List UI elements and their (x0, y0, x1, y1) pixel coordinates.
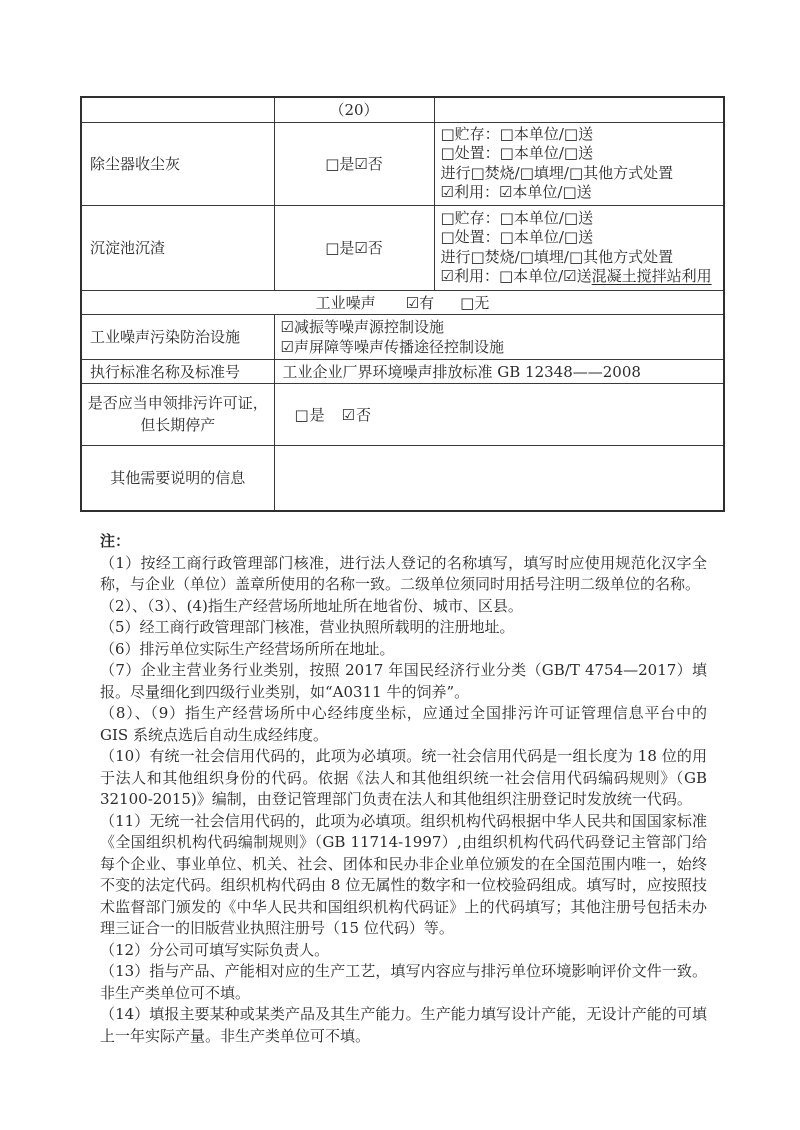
table-row (81, 97, 724, 122)
option-underlined-text: 混凝土搅拌站利用 (591, 267, 712, 285)
notes-section (100, 531, 707, 1047)
noise-label: 工业噪声 (315, 293, 376, 312)
noise-control-label: 工业噪声污染防治设施 (81, 314, 274, 359)
note-item: （6）排污单位实际生产经营场所所在地址。 (100, 639, 395, 658)
note-item: （7）企业主营业务行业类别，按照 2017 年国民经济行业分类（GB/T 4754—2017）填报。尽量细化到四级行业类别，如“A0311 牛的饲养”。 (100, 661, 707, 701)
permit-label-line: 是否应当申领排污许可证， (87, 394, 268, 412)
empty-cell (434, 97, 724, 122)
checkbox-option-line: ☑减振等噪声源控制设施 (280, 317, 444, 336)
checkbox-option-line: 进行□焚烧/□填埋/□其他方式处置 (440, 163, 674, 182)
table-row (81, 122, 724, 205)
other-info-value (274, 445, 724, 511)
note-item: （1）按经工商行政管理部门核准，进行法人登记的名称填写，填写时应使用规范化汉字全称，与企业（单位）盖章所使用的名称一致。二级单位须同时用括号注明二级单位的名称。 (100, 553, 707, 593)
waste-disposal-options (434, 122, 724, 205)
checkbox-option-line: ☑声屏障等噪声传播途径控制设施 (280, 337, 504, 356)
table-row (81, 359, 724, 383)
waste-label: 沉淀池沉渣 (81, 205, 274, 290)
permit-label-line: 但长期停产 (140, 416, 216, 434)
standard-label: 执行标准名称及标准号 (81, 359, 274, 383)
table-row (81, 383, 724, 445)
checkbox-option-line: □贮存：□本单位/□送 (440, 208, 594, 227)
checkbox-option-line: □处置：□本单位/□送 (440, 228, 594, 246)
waste-yesno-checkboxes: □是☑否 (274, 205, 434, 290)
pollutant-registration-table (80, 96, 723, 512)
checkbox-option-line (441, 183, 724, 203)
continuation-note: （20） (274, 97, 434, 122)
note-item: （10）有统一社会信用代码的，此项为必填项。统一社会信用代码是一组长度为 18 位的用于法人和其他组织身份的代码。依据《法人和其他组织统一社会信用代码编码规则》（GB 32100-2015)》编制，由登记管理部门负责在法人和其他组织注册登记时发放统一代码。 (100, 747, 707, 808)
table-row (81, 205, 724, 290)
standard-value: 工业企业厂界环境噪声排放标准 GB 12348——2008 (274, 359, 724, 383)
checkbox-option-line: □贮存：□本单位/□送 (440, 124, 594, 143)
option-text: ☑利用：☑本单位/□送 (440, 183, 592, 201)
notes-title: 注： (100, 532, 131, 550)
note-item: （13）指与产品、产能相对应的生产工艺，填写内容应与排污单位环境影响评价文件一致。非生产类单位可不填。 (100, 962, 707, 1002)
checkbox-option-line: 进行□焚烧/□填埋/□其他方式处置 (440, 247, 674, 266)
noise-has-checkbox: ☑有 (405, 293, 435, 312)
note-item: （11）无统一社会信用代码的，此项为必填项。组织机构代码根据中华人民共和国国家标准《全国组织机构代码编制规则》（GB 11714-1997）,由组织机构代码代码登记主管部门给每个企业、事业单位、机关、社会、团体和民办非企业单位颁发的在全国范围内唯一，始终不变的法定代码。组织机构代码由 8 位无属性的数字和一位校验码组成。填写时，应按照技术监督部门颁发的《中华人民共和国组织机构代码证》上的代码填写；其他注册号包括未办理三证合一的旧版营业执照注册号（15 位代码）等。 (100, 811, 707, 937)
option-text: ☑利用：□本单位/☑送 (440, 267, 592, 285)
industrial-noise-summary (81, 290, 724, 314)
checkbox-option-line: □处置：□本单位/□送 (440, 144, 594, 162)
waste-yesno-checkboxes: □是☑否 (274, 122, 434, 205)
note-item: （2）、（3）、(4)指生产经营场所地址所在地省份、城市、区县。 (100, 596, 523, 615)
table-row (81, 290, 724, 314)
note-item: （8）、（9）指生产经营场所中心经纬度坐标，应通过全国排污许可证管理信息平台中的 GIS 系统点选后自动生成经纬度。 (100, 704, 707, 744)
empty-cell (81, 97, 274, 122)
other-info-label: 其他需要说明的信息 (81, 445, 274, 511)
permit-longstop-label (81, 383, 274, 445)
permit-yesno-checkboxes: □是 ☑否 (274, 383, 724, 445)
waste-disposal-options (434, 205, 724, 290)
note-item: （5）经工商行政管理部门核准，营业执照所载明的注册地址。 (100, 618, 515, 636)
note-item: （12）分公司可填写实际负责人。 (100, 940, 330, 959)
table-row (81, 314, 724, 359)
noise-control-facilities (274, 314, 724, 359)
noise-none-checkbox: □无 (460, 293, 490, 312)
table-row (81, 445, 724, 511)
checkbox-option-line (441, 267, 724, 287)
note-item: （14）填报主要某种或某类产品及其生产能力。生产能力填写设计产能，无设计产能的可填上一年实际产量。非生产类单位可不填。 (100, 1005, 707, 1045)
waste-label: 除尘器收尘灰 (81, 122, 274, 205)
